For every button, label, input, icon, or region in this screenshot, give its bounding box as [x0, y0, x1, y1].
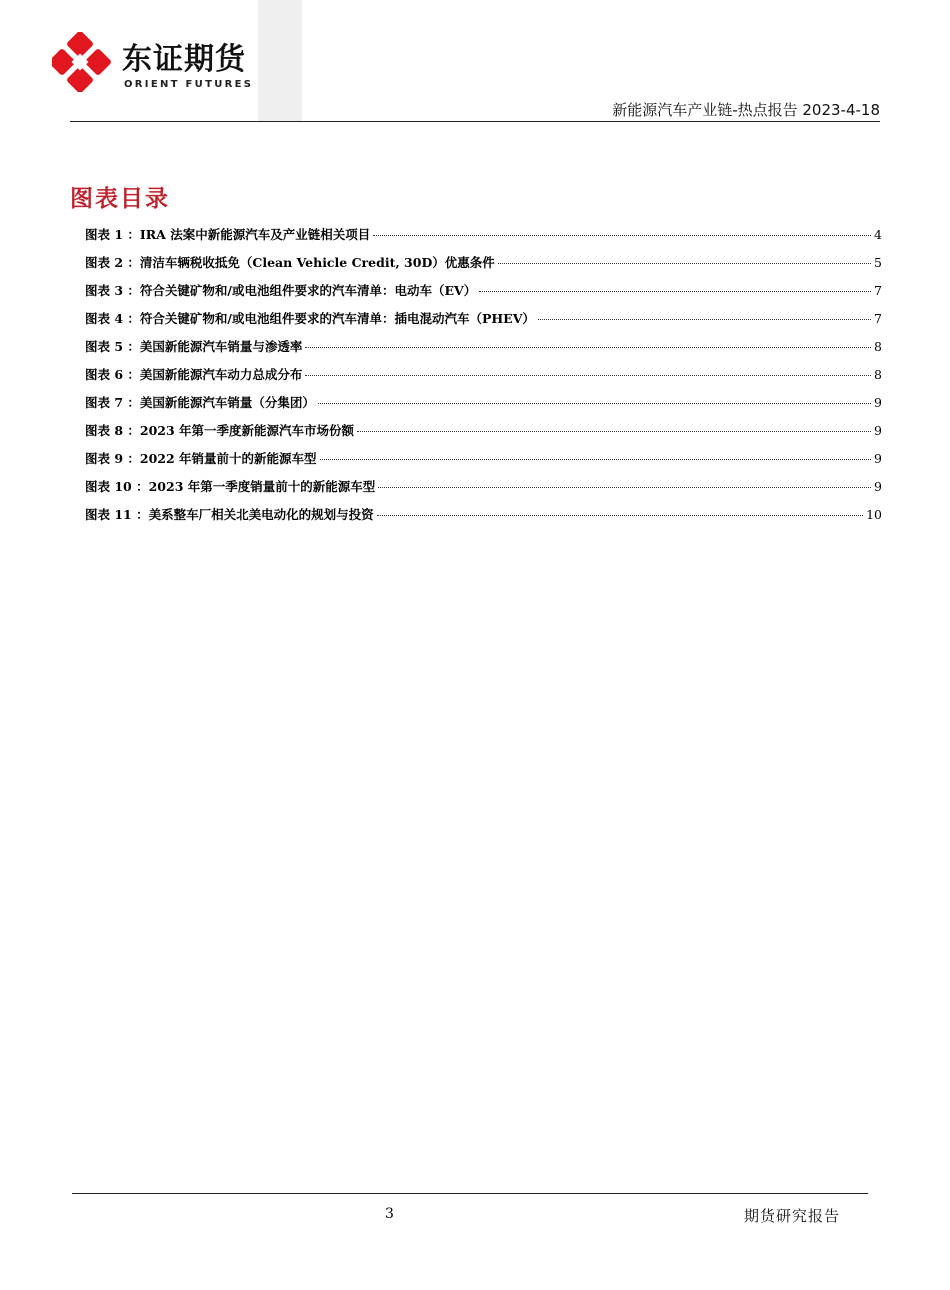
toc-item[interactable]	[85, 337, 882, 365]
toc-item[interactable]	[85, 309, 882, 337]
toc-item[interactable]	[85, 365, 882, 393]
toc-leader-dots	[318, 403, 871, 404]
toc-item[interactable]	[85, 253, 882, 281]
footer-page-number: 3	[385, 1206, 394, 1222]
toc-item-title: 美国新能源汽车动力总成分布	[139, 367, 303, 382]
toc-item-title: 符合关键矿物和/或电池组件要求的汽车清单：电动车（EV）	[139, 283, 477, 298]
toc-item-label: 图表 9 ：	[85, 451, 140, 466]
toc-leader-dots	[498, 263, 871, 264]
toc-item-page: 8	[874, 339, 882, 354]
toc-item-page: 9	[874, 451, 882, 466]
header-gray-band	[258, 0, 302, 121]
toc-item-label: 图表 2 ：	[85, 255, 140, 270]
toc-item[interactable]	[85, 281, 882, 309]
toc-leader-dots	[320, 459, 871, 460]
brand-name-en: ORIENT FUTURES	[124, 79, 254, 90]
toc-item-title: 符合关键矿物和/或电池组件要求的汽车清单：插电混动汽车（PHEV）	[139, 311, 535, 326]
toc-item-title: 美国新能源汽车销量（分集团）	[139, 395, 315, 410]
toc-leader-dots	[357, 431, 871, 432]
footer-divider	[72, 1193, 868, 1194]
toc-item[interactable]	[85, 477, 882, 505]
toc-item-page: 4	[874, 227, 882, 242]
toc-item-title: 美国新能源汽车销量与渗透率	[139, 339, 303, 354]
header-divider	[70, 121, 880, 122]
toc-item-label: 图表 10 ：	[85, 479, 149, 494]
toc-leader-dots	[378, 487, 871, 488]
toc-leader-dots	[479, 291, 871, 292]
toc-item-page: 5	[874, 255, 882, 270]
footer-report-label: 期货研究报告	[743, 1207, 840, 1225]
toc-item[interactable]	[85, 225, 882, 253]
toc-heading: 图表目录	[70, 185, 170, 212]
toc-item-page: 7	[874, 283, 882, 298]
toc-item-title: IRA 法案中新能源汽车及产业链相关项目	[139, 227, 371, 242]
toc-item-page: 8	[874, 367, 882, 382]
toc-leader-dots	[305, 375, 871, 376]
toc-item[interactable]	[85, 505, 882, 533]
toc-item-title: 2022 年销量前十的新能源车型	[139, 451, 317, 466]
toc-item-page: 9	[874, 395, 882, 410]
toc-item-label: 图表 5 ：	[85, 339, 140, 354]
toc-item-title: 清洁车辆税收抵免（Clean Vehicle Credit, 30D）优惠条件	[139, 255, 495, 270]
toc-leader-dots	[538, 319, 871, 320]
toc-item-label: 图表 8 ：	[85, 423, 140, 438]
toc-item-page: 9	[874, 423, 882, 438]
report-header-title: 新能源汽车产业链-热点报告 2023-4-18	[612, 101, 880, 119]
toc-item-title: 美系整车厂相关北美电动化的规划与投资	[148, 507, 374, 522]
toc-leader-dots	[305, 347, 871, 348]
toc-item-label: 图表 11 ：	[85, 507, 149, 522]
toc-item-page: 7	[874, 311, 882, 326]
orient-futures-logo-icon	[52, 32, 112, 92]
toc-item-label: 图表 7 ：	[85, 395, 140, 410]
toc-item-label: 图表 1 ：	[85, 227, 140, 242]
toc-item[interactable]	[85, 421, 882, 449]
brand-name-cn: 东证期货	[122, 42, 246, 77]
toc-item[interactable]	[85, 449, 882, 477]
toc-item-label: 图表 6 ：	[85, 367, 140, 382]
toc-item-title: 2023 年第一季度销量前十的新能源车型	[148, 479, 376, 494]
toc-item[interactable]	[85, 393, 882, 421]
toc-item-title: 2023 年第一季度新能源汽车市场份额	[139, 423, 355, 438]
toc-leader-dots	[377, 515, 863, 516]
toc-item-page: 9	[874, 479, 882, 494]
toc-item-label: 图表 3 ：	[85, 283, 140, 298]
figure-toc-list	[85, 225, 882, 533]
orient-futures-logo	[52, 32, 252, 96]
toc-leader-dots	[373, 235, 871, 236]
toc-item-label: 图表 4 ：	[85, 311, 140, 326]
toc-item-page: 10	[866, 507, 882, 522]
